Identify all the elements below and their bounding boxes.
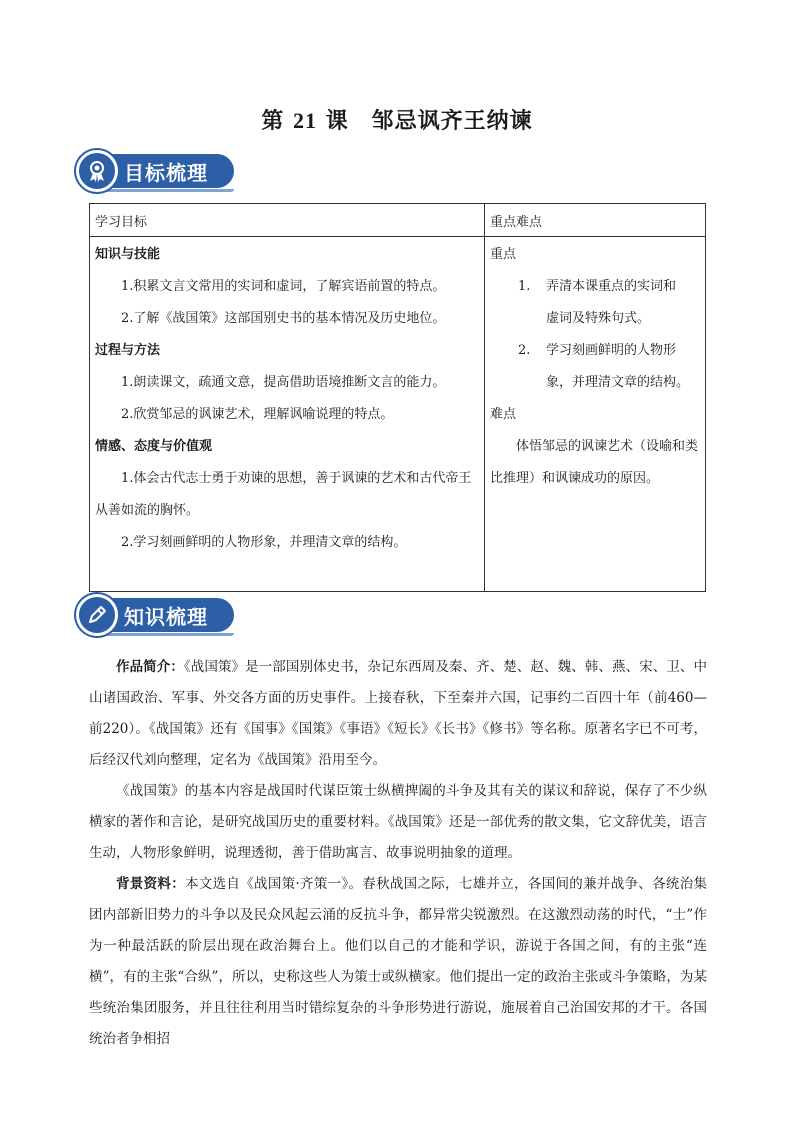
category-heading: 知识与技能 (95, 247, 161, 262)
paragraph-label: 作品简介： (116, 659, 184, 675)
paragraph-content: 《战国策》的基本内容是战国时代谋臣策士纵横捭阖的斗争及其有关的谋议和辞说，保存了不少纵横家的著作和言论，是研究战国历史的重要材料。《战国策》还是一部优秀的散文集，它文辞优美，语言生动，人物形象鲜明，说理透彻，善于借助寓言、故事说明抽象的道理。 (89, 783, 707, 861)
title-prefix: 第 (261, 108, 285, 134)
key-item-number: 1. (518, 279, 531, 294)
paragraph-label: 背景资料： (116, 876, 186, 892)
goal-item: 1.积累文言文常用的实词和虚词，了解宾语前置的特点。 (121, 279, 446, 294)
title-number: 21 (293, 108, 317, 133)
key-item-text: 弄清本课重点的实词和 (546, 279, 677, 294)
goal-item: 1.体会古代志士勇于劝谏的思想，善于讽谏的艺术和古代帝王从善如流的胸怀。 (95, 471, 472, 518)
section-label-knowledge: 知识梳理 (124, 605, 208, 629)
key-label: 重点 (490, 247, 517, 262)
key-item (490, 335, 699, 367)
knowledge-body (89, 652, 707, 1055)
goals-table (89, 203, 706, 592)
key-item-text: 学习刻画鲜明的人物形 (546, 343, 677, 358)
paragraph-text: 《战国策》是一部国别体史书，杂记东西周及秦、齐、楚、赵、魏、韩、燕、宋、卫、中山诸国政治、军事、外交各方面的历史事件。上接春秋，下至秦并六国，记事约二百四十年（前460—前220）。《战国策》还有《国事》《国策》《事语》《短长》《长书》《修书》等名称。原著名字已不可考，后经汉代刘向整理，定名为《战国策》沿用至今。 (89, 659, 708, 768)
pencil-icon (76, 594, 118, 636)
key-points-cell (485, 237, 706, 592)
section-header-knowledge (76, 594, 234, 636)
section-label-goals: 目标梳理 (124, 161, 208, 185)
page-title (0, 104, 794, 135)
table-header-right: 重点难点 (485, 204, 706, 237)
paragraph-text: 本文选自《战国策·齐策一》。春秋战国之际，七雄并立，各国间的兼并战争、各统治集团内部新旧势力的斗争以及民众风起云涌的反抗斗争，都异常尖锐激烈。在这激烈动荡的时代，“士”作为一种最活跃的阶层出现在政治舞台上。他们以自己的才能和学识，游说于各国之间，有的主张“连横”，有的主张“合纵”，所以，史称这些人为策士或纵横家。他们提出一定的政治主张或斗争策略，为某些统治集团服务，并且往往利用当时错综复杂的斗争形势进行游说，施展着自己治国安邦的才干。各国统治者争相招 (89, 876, 708, 1047)
paragraph-background (89, 869, 707, 1055)
title-suffix: 课 邹忌讽齐王纳谏 (325, 108, 533, 134)
table-header-left: 学习目标 (90, 204, 485, 237)
category-heading: 情感、态度与价值观 (95, 439, 213, 454)
section-header-goals (76, 150, 234, 192)
category-heading: 过程与方法 (95, 343, 161, 358)
key-item-number: 2. (518, 343, 531, 358)
difficulty-label: 难点 (490, 407, 517, 422)
goals-cell (90, 237, 485, 592)
key-item (490, 271, 699, 303)
key-item-text: 虚词及特殊句式。 (546, 311, 651, 326)
difficulty-text: 体悟邹忌的讽谏艺术（设喻和类比推理）和讽谏成功的原因。 (490, 439, 699, 486)
goal-item: 2.了解《战国策》这部国别史书的基本情况及历史地位。 (121, 311, 446, 326)
award-icon (76, 150, 118, 192)
goal-item: 1.朗读课文，疏通文意，提高借助语境推断文言的能力。 (121, 375, 446, 390)
key-item-text: 象，并理清文章的结构。 (546, 375, 690, 390)
goal-item: 2.欣赏邹忌的讽谏艺术，理解讽喻说理的特点。 (121, 407, 394, 422)
paragraph-intro (89, 652, 707, 776)
goal-item: 2.学习刻画鲜明的人物形象，并理清文章的结构。 (121, 535, 407, 550)
